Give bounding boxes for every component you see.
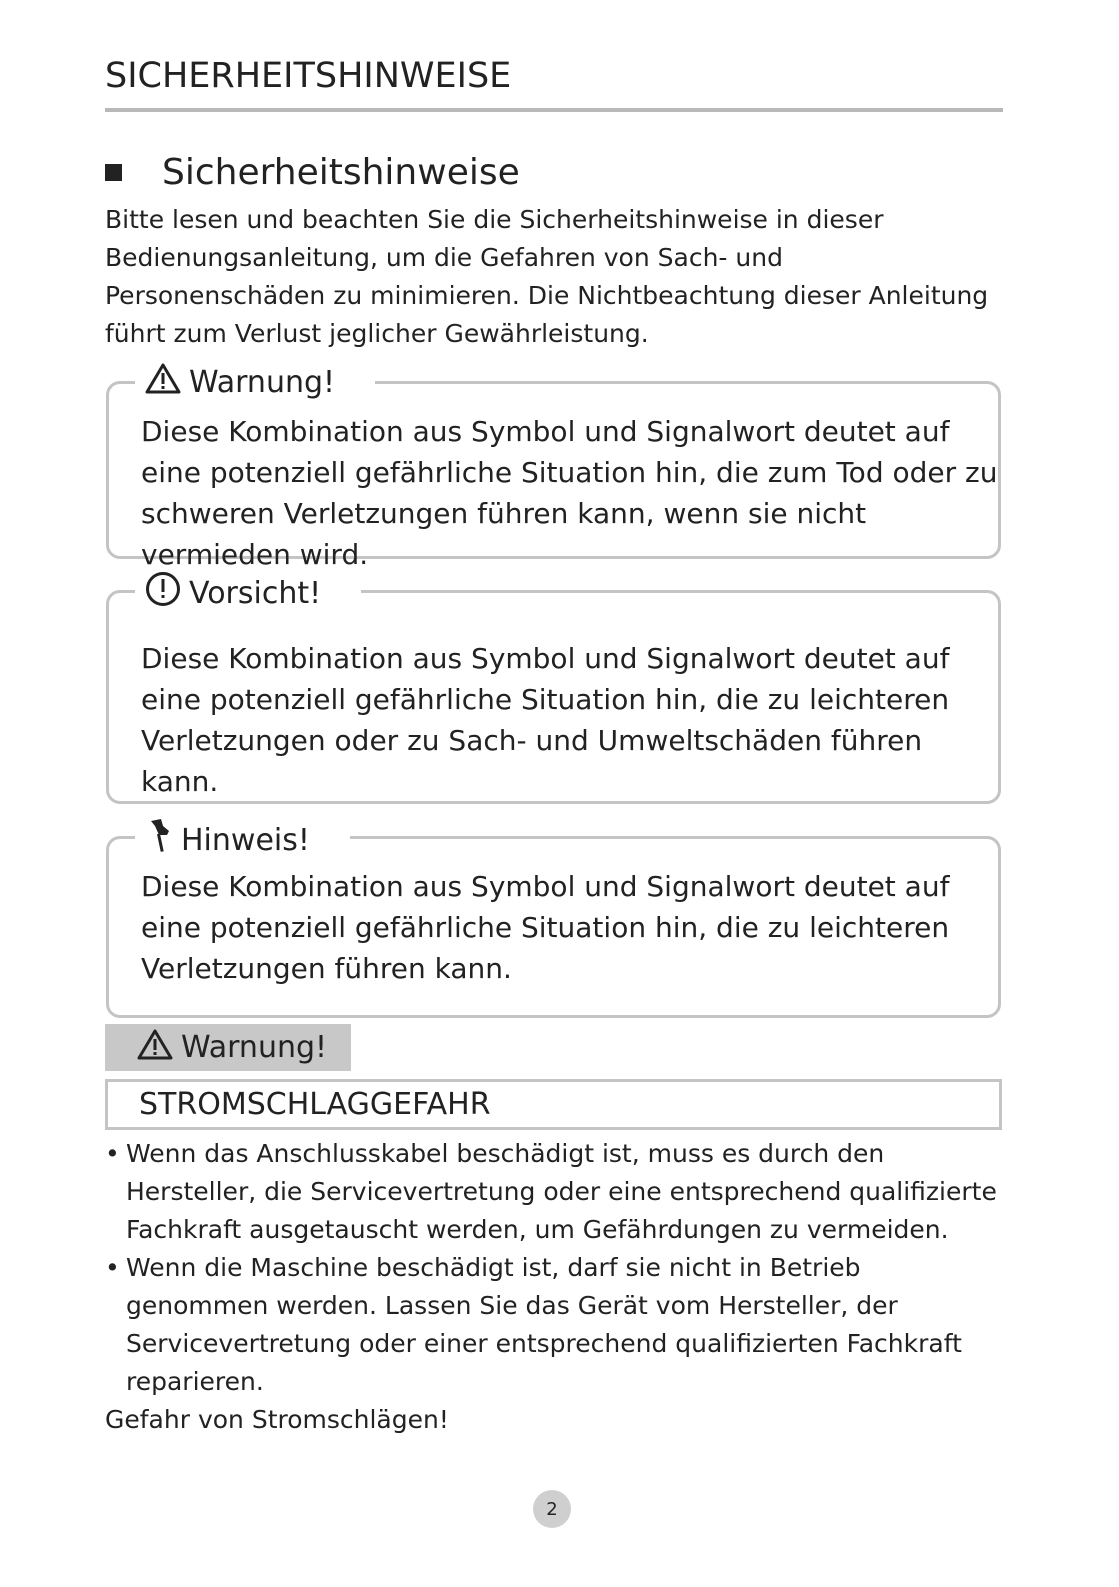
notice-label-text: Hinweis! xyxy=(181,822,310,858)
hazard-heading: STROMSCHLAGGEFAHR xyxy=(105,1079,1002,1130)
warning-tag xyxy=(105,1024,351,1071)
intro-paragraph: Bitte lesen und beachten Sie die Sicherheitshinweise in dieser Bedienungsanleitung, um die Gefahren von Sach- und Personenschäden zu minimieren. Die Nichtbeachtung dieser Anleitung führt zum Verlust jeglicher Gewährleistung. xyxy=(105,205,989,348)
hazard-bullets xyxy=(105,1135,1005,1439)
page-number: 2 xyxy=(533,1490,571,1528)
pushpin-icon xyxy=(145,817,173,863)
notice-label xyxy=(135,817,350,863)
section-title-text: Sicherheitshinweise xyxy=(162,152,520,193)
bullet-dot: • xyxy=(105,1253,120,1282)
warning-triangle-icon xyxy=(145,362,181,402)
bullet-text: Wenn die Maschine beschädigt ist, darf sie nicht in Betrieb genommen werden. Lassen Sie das Gerät vom Hersteller, der Servicevertretung oder einer entsprechend qualifizierten Fachkraft reparieren. xyxy=(126,1253,962,1396)
notice-text: Diese Kombination aus Symbol und Signalwort deutet auf eine potenziell gefährliche Situation hin, die zum Tod oder zu schweren Verletzungen führen kann, wenn sie nicht vermieden wird. xyxy=(141,415,998,571)
notice-text: Diese Kombination aus Symbol und Signalwort deutet auf eine potenziell gefährliche Situation hin, die zu leichteren Verletzungen führen kann. xyxy=(141,870,950,985)
notice-hint-box xyxy=(106,822,1001,1018)
bullet-text: Wenn das Anschlusskabel beschädigt ist, muss es durch den Hersteller, die Servicevertretung oder eine entsprechend qualifizierte Fachkraft ausgetauscht werden, um Gefährdungen zu vermeiden. xyxy=(126,1139,997,1244)
notice-label xyxy=(135,362,375,402)
section-title xyxy=(105,152,520,193)
bullet-dot: • xyxy=(105,1139,120,1168)
warning-triangle-icon xyxy=(137,1028,173,1068)
list-item xyxy=(105,1249,1005,1401)
closing-text: Gefahr von Stromschlägen! xyxy=(105,1405,449,1434)
notice-caution-box xyxy=(106,575,1001,804)
notice-label-text: Vorsicht! xyxy=(189,575,322,611)
page-header: SICHERHEITSHINWEISE xyxy=(105,56,512,96)
notice-text: Diese Kombination aus Symbol und Signalwort deutet auf eine potenziell gefährliche Situation hin, die zu leichteren Verletzungen oder zu Sach- und Umweltschäden führen kann. xyxy=(141,642,950,798)
header-rule xyxy=(105,108,1003,112)
square-bullet-icon xyxy=(105,164,122,181)
notice-warning-box xyxy=(106,364,1001,571)
warning-tag-label: Warnung! xyxy=(181,1030,328,1065)
notice-label xyxy=(135,571,361,615)
notice-label-text: Warnung! xyxy=(189,364,336,400)
caution-circle-icon xyxy=(145,571,181,615)
list-item xyxy=(105,1135,1005,1249)
